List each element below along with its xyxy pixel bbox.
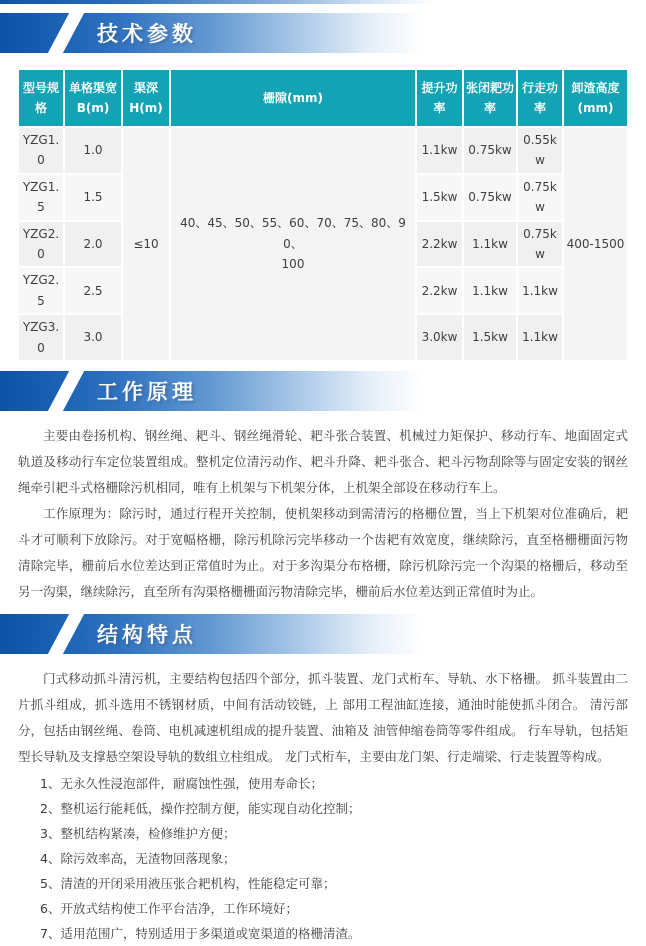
rake-power-cell: 1.1kw (463, 267, 517, 314)
spec-table-header-cell: 张闭耙功 率 (463, 69, 517, 127)
feature-list-item: 3、整机结构紧凑，检修维护方便； (40, 825, 236, 841)
section-title-working-principle: 工作原理 (97, 379, 197, 404)
working-principle-paragraph-2: 工作原理为：除污时，通过行程开关控制，使机架移动到需清污的格栅位置，当上下机架对位准确后，耙斗才可顺利下放除污。对于宽幅格栅，除污机除污完毕移动一个齿耙有效宽度，继续除污，直至格栅栅面污物清除完毕，栅前后水位差达到正常值时为止。对于多沟渠分布格栅，除污机除污完一个沟渠的格栅后，移动至另一沟渠，继续除污，直至所有沟渠格栅栅面污物清除完毕，栅前后水位差达到正常值时为止。 (18, 505, 628, 599)
structure-text (18, 666, 628, 946)
model-cell: YZG1.5 (18, 174, 64, 221)
channel-width-cell: 2.0 (64, 221, 122, 268)
lift-power-cell: 3.0kw (416, 314, 463, 361)
model-cell: YZG2.5 (18, 267, 64, 314)
travel-power-cell: 0.55kw (517, 127, 563, 174)
spec-table-header-cell: 渠深 H(m) (122, 69, 170, 127)
spec-table-header-cell: 行走功 率 (517, 69, 563, 127)
travel-power-cell: 0.75kw (517, 221, 563, 268)
model-cell: YZG3.0 (18, 314, 64, 361)
rake-power-cell: 1.1kw (463, 221, 517, 268)
section-banner-structure (0, 614, 424, 654)
working-principle-text (18, 423, 628, 605)
discharge-height-cell: 400-1500 (563, 127, 628, 361)
feature-list-item: 5、清渣的开闭采用液压张合耙机构，性能稳定可靠； (40, 875, 336, 891)
lift-power-cell: 1.5kw (416, 174, 463, 221)
channel-depth-cell: ≤10 (122, 127, 170, 361)
model-cell: YZG1.0 (18, 127, 64, 174)
banner-diagonal-stripe (43, 371, 89, 411)
feature-list-item: 4、除污效率高，无渣物回落现象； (40, 850, 236, 866)
rake-power-cell: 1.5kw (463, 314, 517, 361)
feature-list-item: 2、整机运行能耗低，操作控制方便，能实现自动化控制； (40, 800, 361, 816)
spec-table-body (18, 127, 628, 361)
lift-power-cell: 1.1kw (416, 127, 463, 174)
model-cell: YZG2.0 (18, 221, 64, 268)
rake-power-cell: 0.75kw (463, 127, 517, 174)
travel-power-cell: 1.1kw (517, 267, 563, 314)
section-banner-working-principle (0, 371, 424, 411)
travel-power-cell: 0.75kw (517, 174, 563, 221)
spec-table (17, 68, 629, 362)
structure-intro-paragraph: 门式移动抓斗清污机，主要结构包括四个部分，抓斗装置、龙门式桁车、导轨、水下格栅。 抓斗装置由二片抓斗组成，抓斗选用不锈钢材质，中间有活动铰链，上 部用工程油缸连接，通油时能使抓斗闭合。 清污部分，包括由钢丝绳、卷筒、电机减速机组成的提升装置、油箱及 油管伸缩卷筒等零件组成。 行车导轨，包括矩型长导轨及支撑悬空架设导轨的数组立柱组成。 龙门式桁车，主要由龙门架、行走端梁、行走装置等构成。 (18, 670, 628, 764)
banner-diagonal-stripe (43, 614, 89, 654)
channel-width-cell: 1.5 (64, 174, 122, 221)
spec-table-header-cell: 栅隙(mm) (170, 69, 416, 127)
lift-power-cell: 2.2kw (416, 221, 463, 268)
travel-power-cell: 1.1kw (517, 314, 563, 361)
channel-width-cell: 2.5 (64, 267, 122, 314)
banner-diagonal-stripe (43, 13, 89, 53)
decorative-top-line (0, 0, 436, 4)
section-title-tech-params: 技术参数 (97, 22, 197, 46)
spec-table-head (18, 69, 628, 127)
lift-power-cell: 2.2kw (416, 267, 463, 314)
spec-table-row (18, 127, 628, 174)
rake-power-cell: 0.75kw (463, 174, 517, 221)
feature-list (18, 771, 628, 946)
feature-list-item: 6、开放式结构使工作平台洁净，工作环境好； (40, 900, 298, 916)
grid-gap-cell: 40、45、50、55、60、70、75、80、90、 100 (170, 127, 416, 361)
section-title-structure: 结构特点 (97, 622, 197, 647)
section-banner-tech-params (0, 13, 424, 53)
spec-table-header-cell: 型号规 格 (18, 69, 64, 127)
feature-list-item: 7、适用范围广，特别适用于多渠道或宽渠道的格栅清渣。 (40, 925, 361, 941)
feature-list-item: 1、无永久性浸泡部件，耐腐蚀性强，使用寿命长； (40, 775, 323, 791)
spec-table-header-cell: 提升功 率 (416, 69, 463, 127)
channel-width-cell: 3.0 (64, 314, 122, 361)
spec-table-header-cell: 卸渣高度 (mm) (563, 69, 628, 127)
channel-width-cell: 1.0 (64, 127, 122, 174)
spec-table-header-cell: 单格渠宽 B(m) (64, 69, 122, 127)
working-principle-paragraph-1: 主要由卷扬机构、钢丝绳、耙斗、钢丝绳滑轮、耙斗张合装置、机械过力矩保护、移动行车、地面固定式轨道及移动行车定位装置组成。整机定位清污动作、耙斗升降、耙斗张合、耙斗污物刮除等与固定安装的钢丝绳牵引耙斗式格栅除污机相同，唯有上机架与下机架分体，上机架全部设在移动行车上。 (18, 427, 628, 495)
